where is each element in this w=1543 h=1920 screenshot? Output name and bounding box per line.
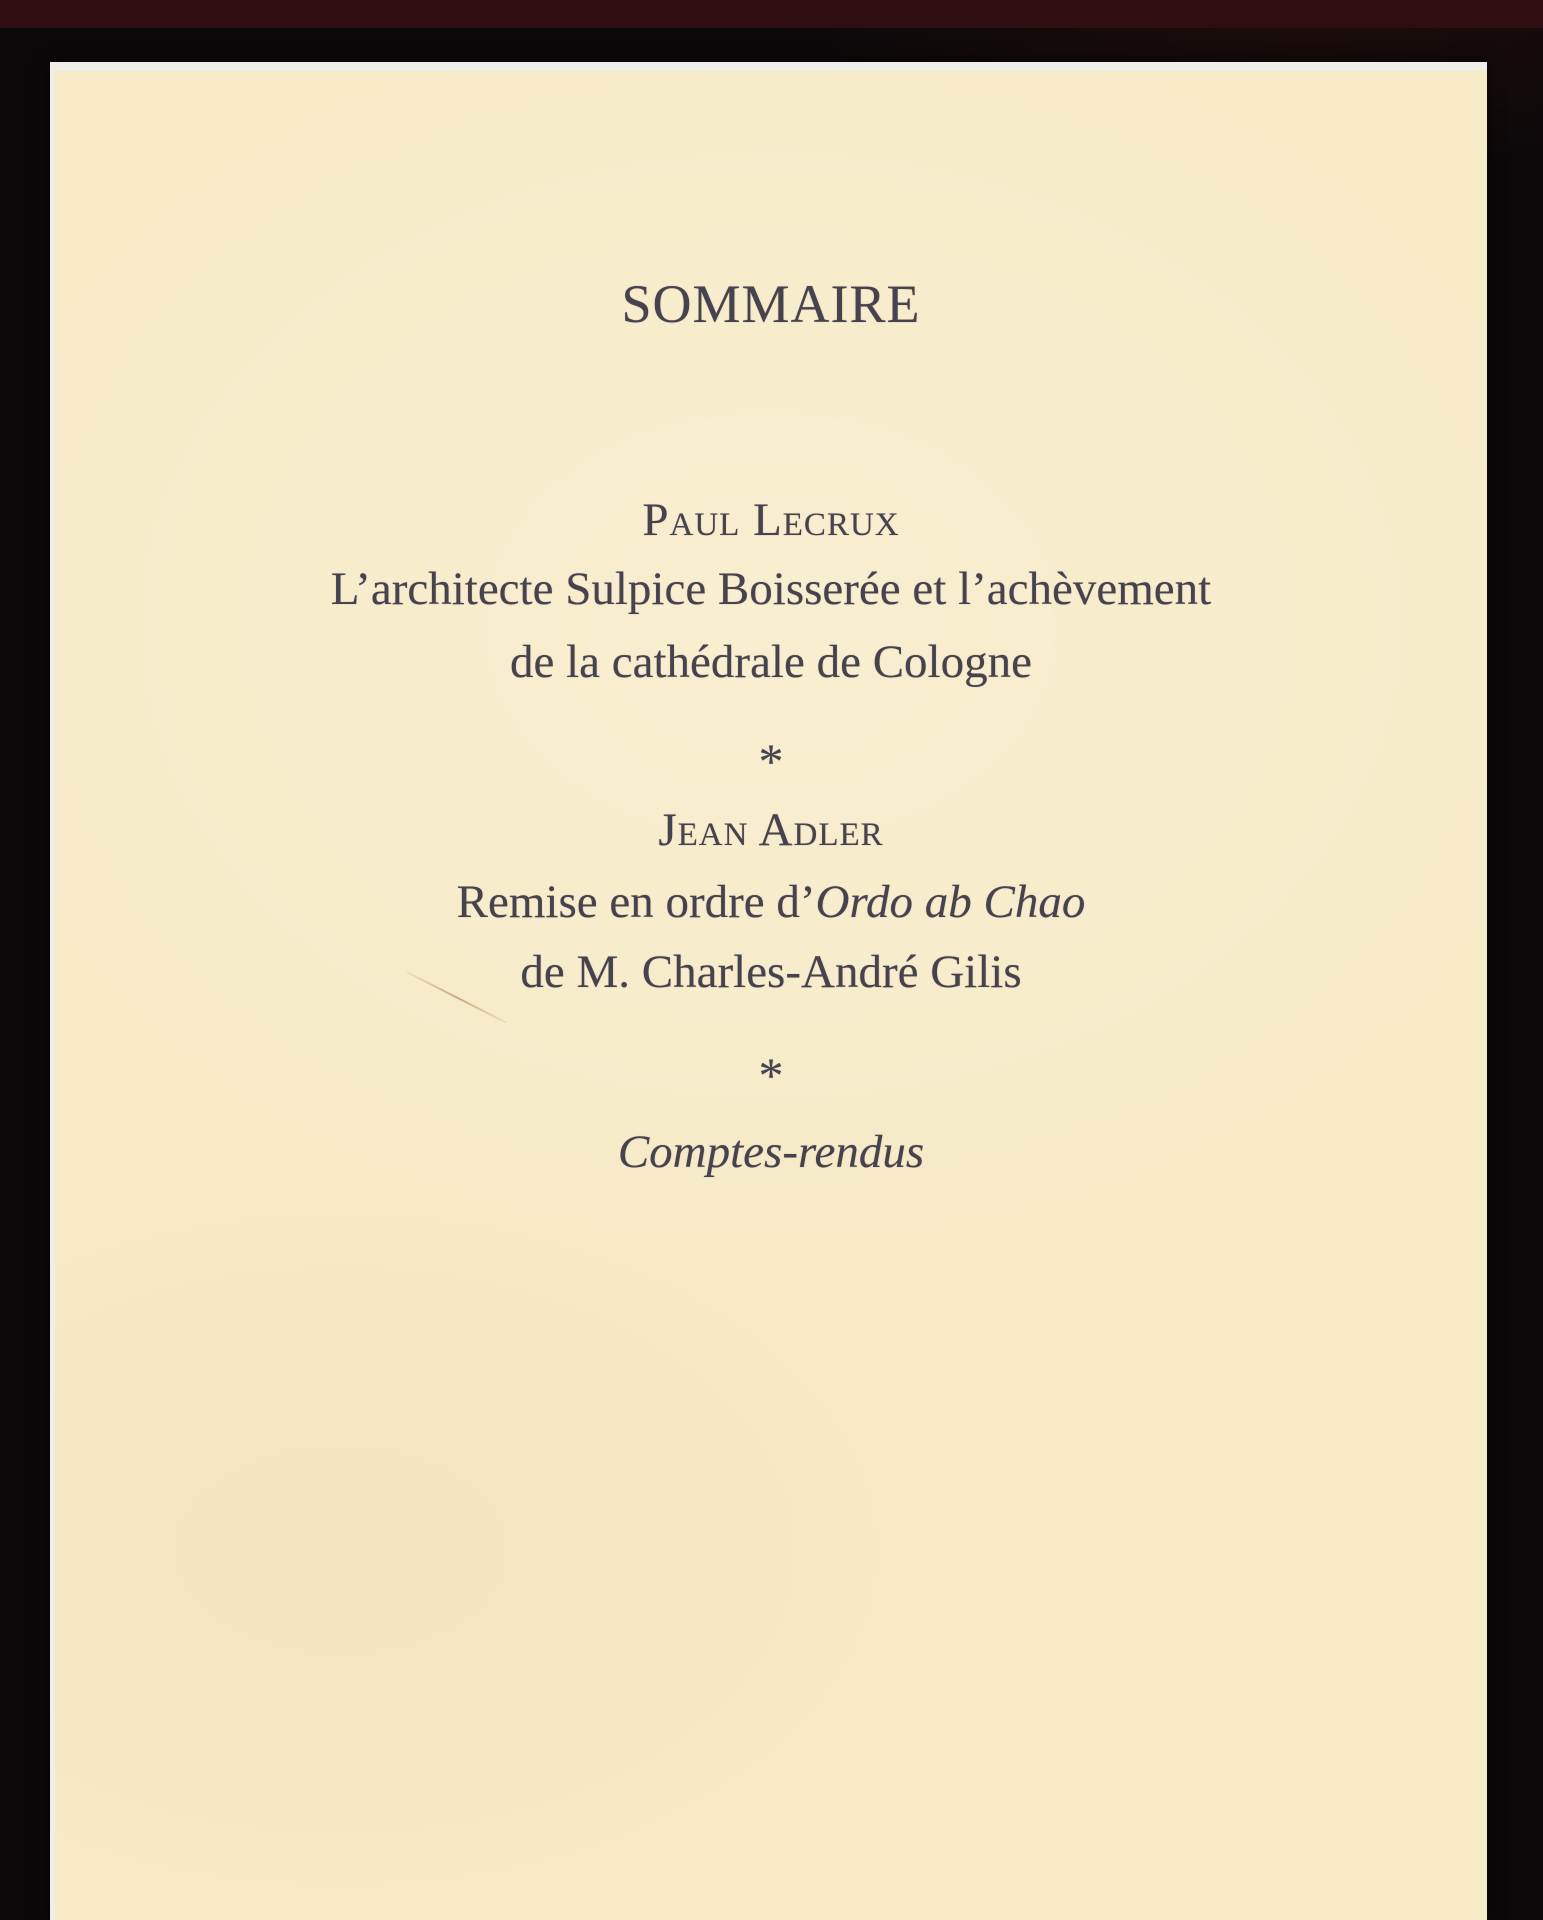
book-page (50, 62, 1487, 1920)
entry1-title-line2: de la cathédrale de Cologne (510, 636, 1032, 688)
separator-asterisk-1: * (758, 733, 784, 789)
entry1-title (55, 553, 1487, 699)
entry1-author: Paul Lecrux (642, 494, 900, 546)
entry2-title-line2: de M. Charles-André Gilis (520, 946, 1022, 998)
page-title: SOMMAIRE (621, 274, 921, 334)
entry2-title-line1 (55, 866, 1487, 939)
closing-item: Comptes-rendus (617, 1126, 925, 1178)
entry2-title-roman: Remise en ordre d’ (456, 876, 816, 928)
entry1-title-line1: L’architecte Sulpice Boisserée et l’achèvement (330, 563, 1212, 615)
page-paper (55, 71, 1487, 1920)
entry2-title-italic: Ordo ab Chao (815, 876, 1086, 928)
separator-asterisk-2: * (758, 1047, 784, 1103)
scan-background-top-strip (0, 0, 1543, 28)
entry2-author: Jean Adler (658, 804, 884, 856)
